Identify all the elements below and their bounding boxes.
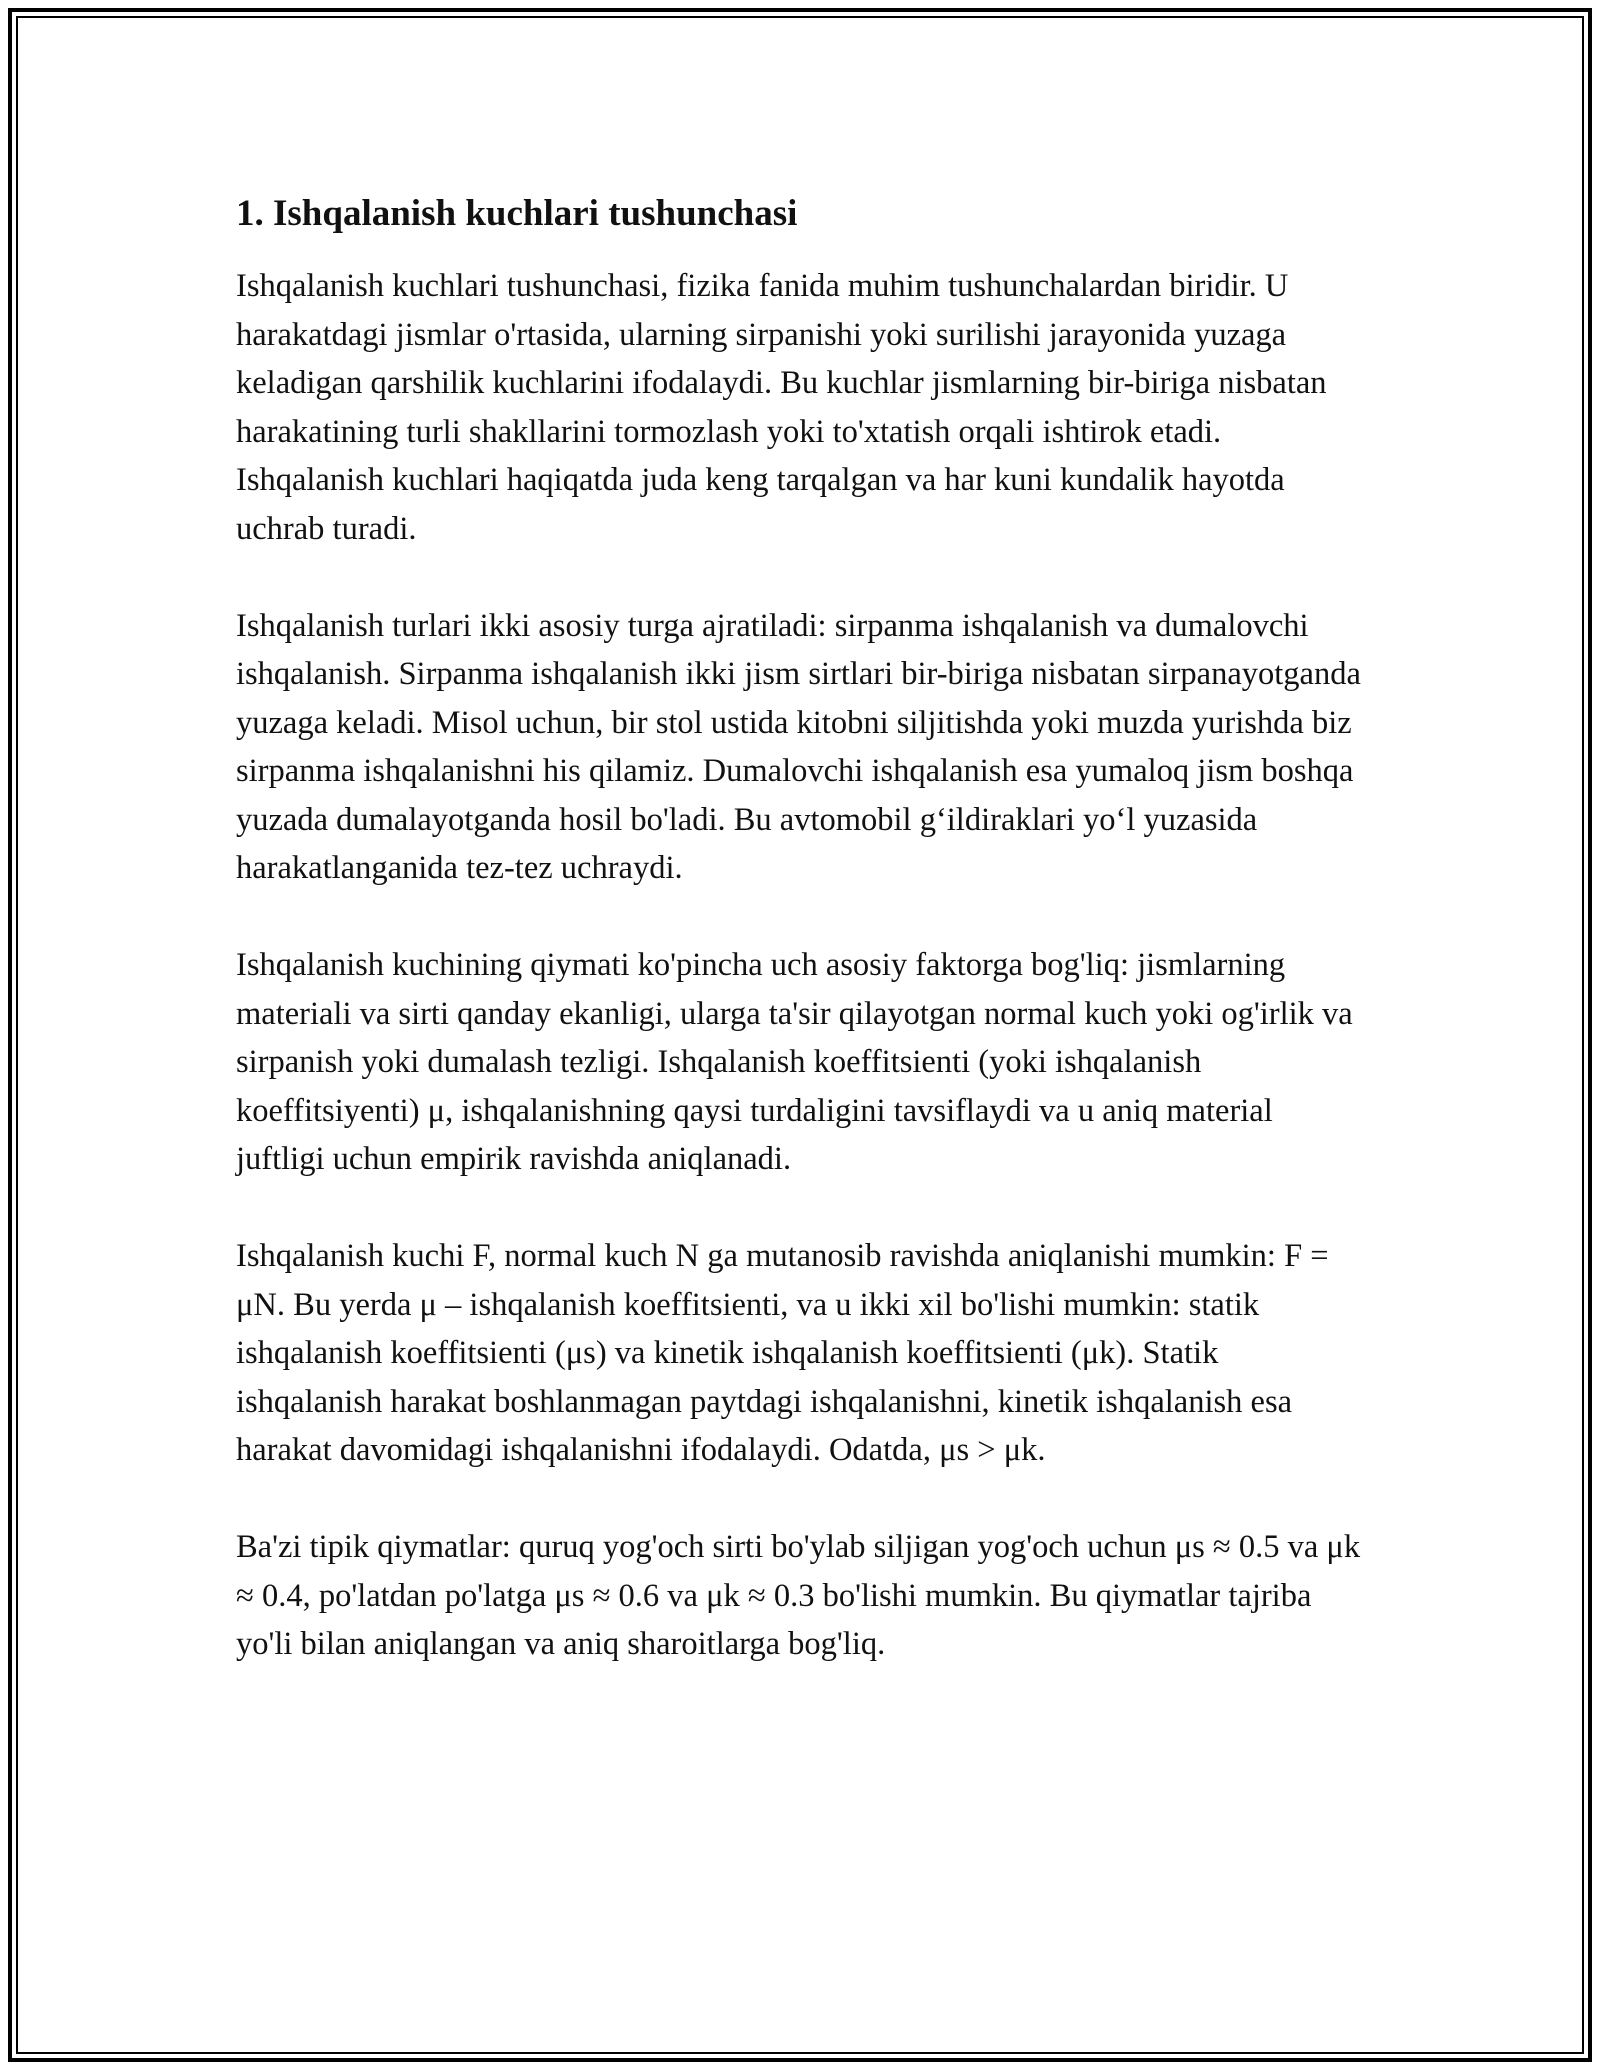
paragraph-friction-concept: Ishqalanish kuchlari tushunchasi, fizika fanida muhim tushunchalardan biridir. U harakatdagi jismlar o'rtasida, ularning sirpanishi yoki surilishi jarayonida yuzaga keladigan qarshilik kuchlarini ifodalaydi. Bu kuchlar jismlarning bir-biriga nisbatan harakatining turli shakllarini tormozlash yoki to'xtatish orqali ishtirok etadi. Ishqalanish kuchlari haqiqatda juda keng tarqalgan va har kuni kundalik hayotda uchrab turadi. xyxy=(236,268,1327,547)
paragraph-typical-values: Ba'zi tipik qiymatlar: quruq yog'och sirti bo'ylab siljigan yog'och uchun μs ≈ 0.5 va μk ≈ 0.4, po'latdan po'latga μs ≈ 0.6 va μk ≈ 0.3 bo'lishi mumkin. Bu qiymatlar tajriba yo'li bilan aniqlangan va aniq sharoitlarga bog'liq. xyxy=(236,1529,1361,1662)
section-heading: 1. Ishqalanish kuchlari tushunchasi xyxy=(236,193,798,234)
paragraph-friction-formula: Ishqalanish kuchi F, normal kuch N ga mutanosib ravishda aniqlanishi mumkin: F = μN. Bu yerda μ – ishqalanish koeffitsienti, va u ikki xil bo'lishi mumkin: statik ishqalanish koeffitsienti (μs) va kinetik ishqalanish koeffitsienti (μk). Statik ishqalanish harakat boshlanmagan paytdagi ishqalanishni, kinetik ishqalanish esa harakat davomidagi ishqalanishni ifodalaydi. Odatda, μs > μk. xyxy=(236,1238,1329,1468)
document-body xyxy=(236,190,1366,1717)
paragraph-friction-factors: Ishqalanish kuchining qiymati ko'pincha uch asosiy faktorga bog'liq: jismlarning materiali va sirti qanday ekanligi, ularga ta'sir qilayotgan normal kuch yoki og'irlik va sirpanish yoki dumalash tezligi. Ishqalanish koeffitsienti (yoki ishqalanish koeffitsiyenti) μ, ishqalanishning qaysi turdaligini tavsiflaydi va u aniq material juftligi uchun empirik ravishda aniqlanadi. xyxy=(236,947,1353,1177)
paragraph-friction-types: Ishqalanish turlari ikki asosiy turga ajratiladi: sirpanma ishqalanish va dumalovchi ishqalanish. Sirpanma ishqalanish ikki jism sirtlari bir-biriga nisbatan sirpanayotganda yuzaga keladi. Misol uchun, bir stol ustida kitobni siljitishda yoki muzda yurishda biz sirpanma ishqalanishni his qilamiz. Dumalovchi ishqalanish esa yumaloq jism boshqa yuzada dumalayotganda hosil bo'ladi. Bu avtomobil g‘ildiraklari yo‘l yuzasida harakatlanganida tez-tez uchraydi. xyxy=(236,607,1361,886)
